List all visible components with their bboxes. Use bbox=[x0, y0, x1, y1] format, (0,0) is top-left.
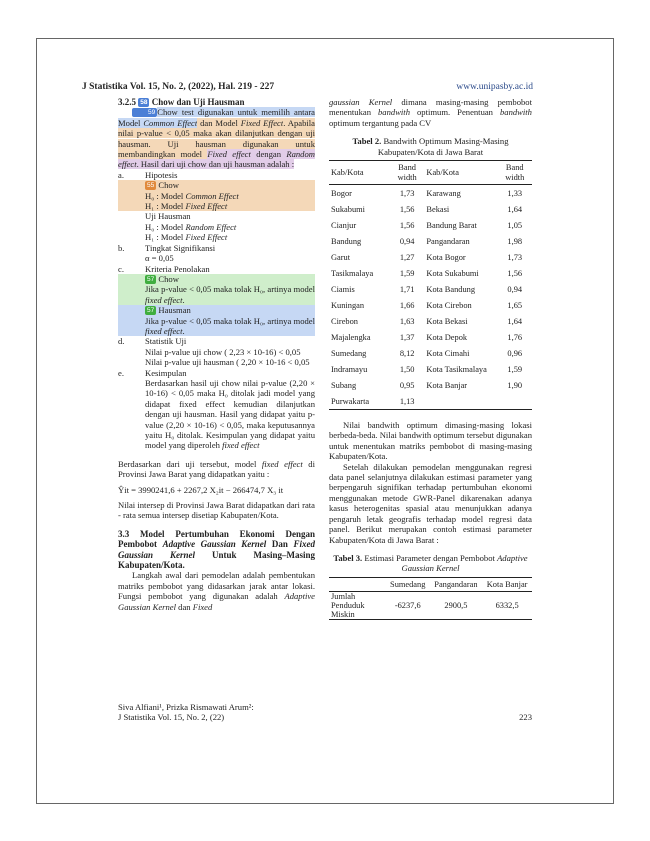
criteria-model: fixed effect bbox=[145, 294, 183, 305]
para-text: optimum tergantung pada CV bbox=[329, 117, 432, 128]
table-cell: 1,56 bbox=[399, 204, 415, 214]
table-cell: 1,27 bbox=[399, 252, 415, 262]
table-cell: 0,95 bbox=[399, 380, 415, 390]
journal-header: J Statistika Vol. 15, No. 2, (2022), Hal. 219 - 227 bbox=[82, 82, 275, 92]
table-cell: 1,56 bbox=[399, 220, 415, 230]
table-row bbox=[329, 281, 532, 297]
page-number: 223 bbox=[519, 712, 532, 722]
table-cell: Bogor bbox=[331, 188, 352, 198]
list-marker: e. bbox=[118, 367, 124, 378]
table-3-caption bbox=[329, 553, 532, 574]
criteria-hausman-label bbox=[118, 305, 315, 315]
table-cell: Cianjur bbox=[331, 220, 357, 230]
list-title: Hipotesis bbox=[145, 169, 178, 180]
table-cell: 1,76 bbox=[507, 332, 523, 342]
table-cell: 1,71 bbox=[399, 284, 415, 294]
list-title: Kesimpulan bbox=[145, 367, 187, 378]
hyp-text: H₁ : Model bbox=[145, 232, 186, 243]
para-model: fixed effect bbox=[261, 458, 303, 469]
annotation-tag[interactable]: 57 bbox=[147, 307, 155, 315]
bandwidth-table bbox=[329, 160, 532, 410]
para-text: dan bbox=[176, 601, 193, 612]
pvalue-chow: Nilai p-value uji chow ( 2,23 × 10-16) < 0,05 bbox=[145, 346, 301, 357]
heading-text: 3.3 Model Pertumbuhan Ekonomi Dengan Pembobot bbox=[118, 528, 315, 550]
table-row bbox=[329, 377, 532, 393]
table-row bbox=[329, 233, 532, 249]
table-row bbox=[329, 313, 532, 329]
intro-paragraph bbox=[118, 107, 315, 169]
continued-paragraph bbox=[329, 97, 532, 128]
table-row bbox=[329, 361, 532, 377]
table-row bbox=[329, 265, 532, 281]
table-cell: 1,05 bbox=[507, 220, 523, 230]
table-row bbox=[329, 329, 532, 345]
table-row bbox=[329, 201, 532, 217]
list-marker: c. bbox=[118, 263, 124, 274]
intro-text: Fixed effect bbox=[207, 149, 251, 160]
table-cell bbox=[497, 393, 532, 410]
intro-text: Random effect bbox=[118, 149, 315, 170]
table-cell: Garut bbox=[331, 252, 351, 262]
hyp-text: H₀ : Model bbox=[145, 190, 186, 201]
criteria-text: Chow bbox=[158, 273, 179, 284]
table-label: Tabel 3. bbox=[333, 552, 363, 563]
table-cell: 1,90 bbox=[507, 380, 523, 390]
chow-label bbox=[118, 180, 315, 190]
table-row bbox=[329, 217, 532, 233]
col-header bbox=[329, 577, 386, 592]
caption-italic: Adaptive Gaussian Kernel bbox=[401, 552, 528, 574]
table-cell: 1,66 bbox=[399, 300, 415, 310]
criteria-text: Jika p-value < 0,05 maka tolak H₀, artinya model bbox=[145, 284, 315, 295]
para-text: di Provinsi Jawa Barat yang didapatkan yaitu : bbox=[118, 458, 315, 480]
table-row bbox=[329, 297, 532, 313]
table-cell: Jumlah Penduduk Miskin bbox=[329, 592, 386, 620]
list-item-hipotesis bbox=[118, 170, 315, 180]
section-3-3-heading bbox=[118, 529, 315, 571]
table-cell: Indramayu bbox=[331, 364, 368, 374]
table-cell: Cirebon bbox=[331, 316, 358, 326]
table-cell: 1,37 bbox=[399, 332, 415, 342]
criteria-model: fixed effect bbox=[145, 325, 183, 336]
table-row bbox=[329, 249, 532, 265]
table-cell: Bandung Barat bbox=[426, 220, 477, 230]
chow-text: Chow bbox=[158, 180, 179, 191]
table-cell: 1,64 bbox=[507, 316, 523, 326]
table-cell: Kota Depok bbox=[426, 332, 468, 342]
col-header: Sumedang bbox=[386, 577, 430, 592]
table-cell: 1,59 bbox=[399, 268, 415, 278]
table-cell: Kota Bogor bbox=[426, 252, 466, 262]
table-cell bbox=[424, 393, 497, 410]
table-cell: 1,59 bbox=[507, 364, 523, 374]
criteria-chow-label bbox=[118, 274, 315, 284]
col-header: Kab/Kota bbox=[424, 161, 497, 185]
intro-text: dengan bbox=[250, 149, 287, 160]
para-italic: gaussian Kernel bbox=[329, 97, 393, 107]
col-header: Band width bbox=[390, 161, 425, 185]
regression-equation: Ŷit = 3990241,6 + 2267,2 X₂it − 266474,7 X₃ it bbox=[118, 484, 284, 495]
table-cell: Tasikmalaya bbox=[331, 268, 374, 278]
table-cell: 1,73 bbox=[507, 252, 523, 262]
intro-text: dan Model bbox=[197, 117, 241, 128]
table-cell: 1,33 bbox=[507, 188, 523, 198]
alpha-value: α = 0,05 bbox=[145, 253, 174, 264]
table-cell: Kota Cirebon bbox=[426, 300, 472, 310]
para-text: Berdasarkan dari uji tersebut, model bbox=[118, 458, 262, 469]
table-header-row bbox=[329, 161, 532, 185]
table-cell: -6237,6 bbox=[386, 592, 430, 620]
para-text: dimana masing-masing pembobot menentukan bbox=[329, 97, 532, 118]
table-cell: 1,65 bbox=[507, 300, 523, 310]
running-header bbox=[82, 82, 533, 92]
col-header: Band width bbox=[497, 161, 532, 185]
heading-text: Dan bbox=[266, 539, 294, 550]
hyp-model: Random Effect bbox=[185, 221, 237, 232]
journal-url[interactable]: www.unipasby.ac.id bbox=[456, 82, 533, 92]
table-cell: Majalengka bbox=[331, 332, 371, 342]
table-row bbox=[329, 345, 532, 361]
right-column bbox=[329, 97, 532, 620]
intro-text: Chow test digunakan untuk memilih antara Model bbox=[118, 107, 315, 128]
left-column bbox=[118, 97, 315, 612]
table-cell: 1,98 bbox=[507, 236, 523, 246]
model-paragraph bbox=[118, 459, 315, 480]
intro-text: . Apabila nilai p-value < 0,05 maka akan dilanjutkan dengan uji hausman. Uji hausman digunakan untuk membandingkan model bbox=[118, 117, 315, 160]
list-marker: a. bbox=[118, 169, 124, 180]
col-header: Kota Banjar bbox=[482, 577, 532, 592]
list-title: Kriteria Penolakan bbox=[145, 263, 210, 274]
annotation-tag[interactable]: 57 bbox=[147, 275, 155, 283]
gwr-paragraph: Setelah dilakukan pemodelan menggunakan regresi data panel selanjutnya dilakukan estimasi parameter yang berpengaruh signifikan terhadap pertumbuhan ekonomi menggunakan metode GWR-Panel dikarenakan adanya kasus heterogenitas spasial atau menunjukkan adanya pengaruh letak geografis terhadap model regresi data panel. Berikut merupakan contoh estimasi parameter Kabupaten/Kota di Jawa Barat : bbox=[329, 461, 532, 545]
weighting-paragraph bbox=[118, 570, 315, 612]
h0-chow bbox=[118, 191, 315, 201]
table-row bbox=[329, 393, 532, 410]
annotation-tag[interactable]: 55 bbox=[147, 182, 155, 190]
table-cell: 0,96 bbox=[507, 348, 523, 358]
list-title: Statistik Uji bbox=[145, 336, 187, 347]
table-cell: 1,50 bbox=[399, 364, 415, 374]
hausman-label: Uji Hausman bbox=[145, 211, 191, 222]
page-footer bbox=[118, 702, 532, 723]
parameter-table bbox=[329, 577, 532, 621]
table-cell: Kota Tasikmalaya bbox=[426, 364, 487, 374]
criteria-text: Hausman bbox=[158, 305, 191, 316]
list-item-kriteria bbox=[118, 264, 315, 274]
pvalue-hausman: Nilai p-value uji hausman ( 2,20 × 10-16 < 0,05 bbox=[145, 357, 310, 368]
table-cell: 0,94 bbox=[399, 236, 415, 246]
heading-text: Untuk Masing–Masing Kabupaten/Kota. bbox=[118, 549, 315, 571]
criteria-hausman-text bbox=[118, 316, 315, 337]
table-label: Tabel 2. bbox=[352, 136, 382, 147]
intercept-paragraph: Nilai intersep di Provinsi Jawa Barat didapatkan dari rata - rata semua intersep disetiap Kabupaten/Kota. bbox=[118, 500, 315, 521]
table-cell: Subang bbox=[331, 380, 357, 390]
criteria-text: . bbox=[182, 294, 185, 305]
intro-text: Common Effect bbox=[143, 117, 198, 128]
table-cell: Purwakarta bbox=[329, 393, 390, 410]
annotation-tag[interactable]: 58 bbox=[140, 99, 148, 106]
table-cell: 6332,5 bbox=[482, 592, 532, 620]
table-cell: 0,94 bbox=[507, 284, 523, 294]
conclusion-model: fixed effect bbox=[222, 440, 260, 451]
list-item-signifikansi bbox=[118, 243, 315, 253]
hyp-text: H₁ : Model bbox=[145, 201, 186, 212]
para-italic: bandwith bbox=[499, 107, 532, 118]
table-cell: 1,64 bbox=[507, 204, 523, 214]
col-header: Pangandaran bbox=[430, 577, 483, 592]
table-cell: Ciamis bbox=[331, 284, 355, 294]
heading-text: Adaptive Gaussian Kernel bbox=[162, 539, 267, 550]
table-cell: Kota Cimahi bbox=[426, 348, 470, 358]
list-item-kesimpulan bbox=[118, 368, 315, 378]
table-header-row bbox=[329, 577, 532, 592]
table-cell: 1,63 bbox=[399, 316, 415, 326]
table-cell: 1,73 bbox=[399, 188, 415, 198]
hyp-model: Fixed Effect bbox=[185, 201, 228, 212]
table-cell: 2900,5 bbox=[430, 592, 483, 620]
h1-chow bbox=[118, 201, 315, 211]
para-italic: bandwith bbox=[378, 107, 410, 118]
table-cell: Sukabumi bbox=[331, 204, 365, 214]
table-row bbox=[329, 185, 532, 202]
table-cell: Kota Bandung bbox=[426, 284, 476, 294]
hyp-model: Fixed Effect bbox=[185, 232, 228, 243]
section-number: 3.2.5 bbox=[118, 97, 136, 107]
section-title: Chow dan Uji Hausman bbox=[151, 97, 245, 107]
table-cell: 1,13 bbox=[390, 393, 425, 410]
para-italic: Fixed bbox=[192, 601, 213, 612]
table-cell: Pangandaran bbox=[426, 236, 470, 246]
caption-text: Bandwith Optimum Masing-Masing Kabupaten/Kota di Jawa Barat bbox=[377, 136, 509, 157]
table-cell: Kuningan bbox=[331, 300, 365, 310]
h1-hausman bbox=[118, 232, 315, 242]
criteria-text: Jika p-value < 0,05 maka tolak H₀, artinya model bbox=[145, 315, 315, 326]
list-title: Tingkat Signifikansi bbox=[145, 242, 216, 253]
table-cell: Bekasi bbox=[426, 204, 450, 214]
table-cell: 8,12 bbox=[399, 348, 415, 358]
table-cell: Kota Bekasi bbox=[426, 316, 468, 326]
table-cell: Kota Sukabumi bbox=[426, 268, 479, 278]
para-text: optimum. Penentuan bbox=[410, 107, 500, 118]
h0-hausman bbox=[118, 222, 315, 232]
heading-text: Fixed Gaussian Kernel bbox=[118, 539, 315, 560]
intro-text: Fixed Effect bbox=[240, 117, 284, 128]
annotation-tag[interactable]: 59 bbox=[132, 108, 157, 117]
list-marker: d. bbox=[118, 336, 125, 347]
section-heading bbox=[118, 97, 315, 107]
footer-authors: Siva Alfiani¹, Prizka Rismawati Arum²: bbox=[118, 702, 254, 712]
table-cell: Karawang bbox=[426, 188, 461, 198]
criteria-chow-text bbox=[118, 284, 315, 305]
col-header: Kab/Kota bbox=[329, 161, 390, 185]
hyp-model: Common Effect bbox=[185, 190, 239, 201]
footer-journal: J Statistika Vol. 15, No. 2, (22) bbox=[118, 712, 225, 723]
table-cell: Kota Banjar bbox=[426, 380, 468, 390]
table-cell: Bandung bbox=[331, 236, 362, 246]
table-cell: 1,56 bbox=[507, 268, 523, 278]
hyp-text: H₀ : Model bbox=[145, 221, 186, 232]
table-row bbox=[329, 592, 532, 620]
conclusion-body: Berdasarkan hasil uji chow nilai p-value (2,20 × 10-16) < 0,05 maka H₀ ditolak jadi model yang didapat fixed effect kemudian dilanjutkan dengan uji hausman. Hasil yang didapat yaitu p-value (2,20 × 10-16) < 0,05, maka keputusannya yaitu H₀ ditolak. Kesimpulan yang didapat yaitu model yang diperoleh bbox=[145, 377, 315, 451]
para-italic: Adaptive Gaussian Kernel bbox=[118, 591, 315, 612]
bandwidth-paragraph: Nilai bandwith optimum dimasing-masing lokasi berbeda-beda. Nilai bandwith optimum tersebut digunakan untuk menentukan matriks pembobot di masing-masing Kabupaten/Kota. bbox=[329, 420, 532, 462]
criteria-text: . bbox=[182, 325, 185, 336]
para-text: Langkah awal dari pemodelan adalah pembentukan matriks pembobot yang didasarkan jarak antar lokasi. Fungsi pembobot yang digunakan adalah bbox=[118, 570, 315, 602]
table-2-caption bbox=[329, 136, 532, 157]
list-item-statistik bbox=[118, 336, 315, 346]
caption-text: Estimasi Parameter dengan Pembobot bbox=[364, 552, 498, 563]
intro-text: . Hasil dari uji chow dan uji hausman adalah : bbox=[136, 159, 295, 170]
table-cell: Sumedang bbox=[331, 348, 367, 358]
list-marker: b. bbox=[118, 242, 125, 253]
conclusion-text bbox=[118, 378, 315, 451]
